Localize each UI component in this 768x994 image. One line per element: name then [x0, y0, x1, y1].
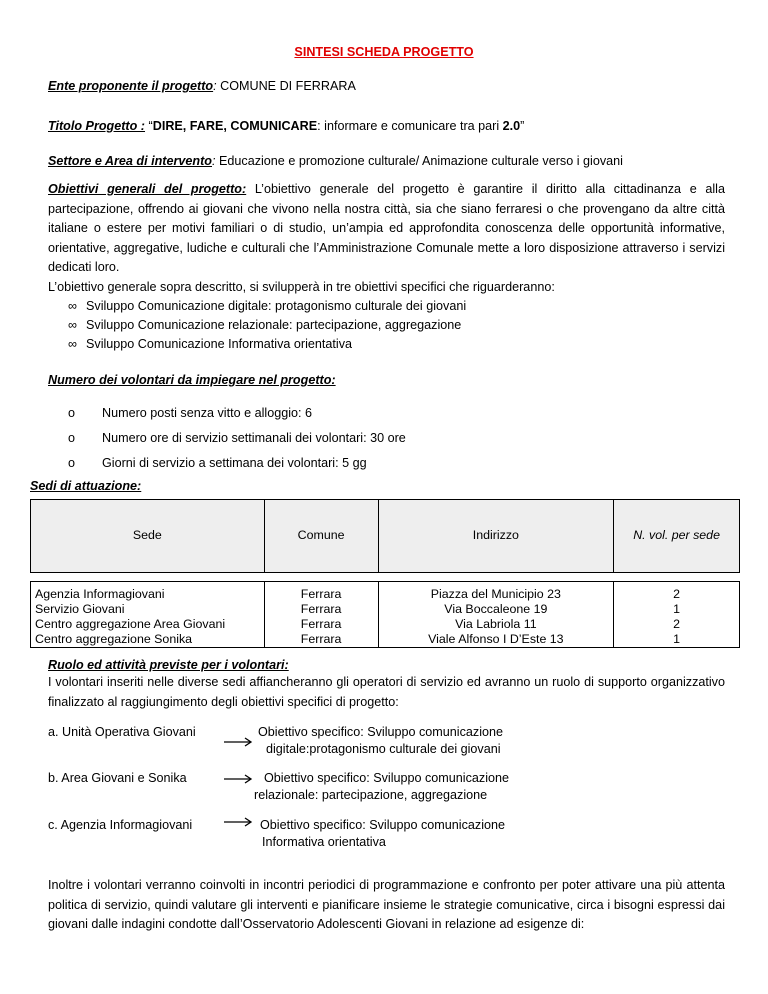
header-comune: Comune: [264, 500, 378, 573]
ente-line: Ente proponente il progetto: COMUNE DI FERRARA: [48, 79, 356, 93]
settore-label: Settore e Area di intervento: [48, 154, 212, 168]
table-row: Centro aggregazione Area Giovani Ferrara Via Labriola 11 2: [31, 617, 740, 632]
arrow-right-icon: [224, 737, 254, 747]
ruolo-item-left: c. Agenzia Informagiovani: [48, 818, 193, 832]
circle-bullet-icon: o: [68, 406, 76, 420]
obiettivo-item: ∞ Sviluppo Comunicazione relazionale: partecipazione, aggregazione: [68, 316, 461, 336]
table-header-row: [31, 500, 740, 573]
obiettivi-text: L’obiettivo generale del progetto è garantire il diritto alla cittadinanza e alla partecipazione, offrendo ai giovani che vivono nella nostra città, sia che siano ferraresi o che provengano da altre città italiane o estere per motivi familiari o di studio, un’ampia ed approfondita conoscenza delle opportunità informative, orientative, aggregative, ludiche e culturali che l’Amministrazione Comunale mette a loro disposizione attraverso i servizi dedicati loro.: [48, 182, 725, 274]
titolo-middle: : informare e comunicare tra pari: [317, 119, 503, 133]
titolo-version: 2.0: [502, 119, 521, 133]
ente-label: Ente proponente il progetto: [48, 79, 214, 93]
obiettivi-intro: L’obiettivo generale sopra descritto, si svilupperà in tre obiettivi specifici che riguarderanno:: [48, 280, 555, 294]
table-row: Servizio Giovani Ferrara Via Boccaleone 19 1: [31, 602, 740, 617]
volontari-item: o Numero posti senza vitto e alloggio: 6: [68, 404, 312, 424]
header-indirizzo: Indirizzo: [378, 500, 614, 573]
ruolo-item-right: digitale:protagonismo culturale dei giovani: [266, 742, 501, 756]
arrow-right-icon: [224, 817, 254, 827]
sedi-table: [30, 499, 740, 648]
ruolo-item-right: Obiettivo specifico: Sviluppo comunicazione: [260, 818, 506, 832]
header-nvol: N. vol. per sede: [614, 500, 740, 573]
volontari-item: o Numero ore di servizio settimanali dei volontari: 30 ore: [68, 429, 406, 449]
titolo-label: Titolo Progetto :: [48, 119, 146, 133]
circle-bullet-icon: o: [68, 431, 76, 445]
titolo-close-quote: ”: [520, 119, 525, 133]
volontari-item: o Giorni di servizio a settimana dei volontari: 5 gg: [68, 454, 367, 474]
ruolo-paragraph: I volontari inseriti nelle diverse sedi affiancheranno gli operatori di servizio ed avranno un ruolo di supporto organizzativo finalizzato al raggiungimento degli obiettivi specifici di progetto:: [48, 675, 725, 709]
ruolo-item-left: b. Area Giovani e Sonika: [48, 771, 187, 785]
ente-value: COMUNE DI FERRARA: [220, 79, 356, 93]
ruolo-item-right: Obiettivo specifico: Sviluppo comunicazione: [264, 771, 510, 785]
ruolo-label: Ruolo ed attività previste per i volontari:: [48, 658, 289, 672]
settore-value: Educazione e promozione culturale/ Animazione culturale verso i giovani: [219, 154, 623, 168]
table-row: Agenzia Informagiovani Ferrara Piazza del Municipio 23 2: [31, 582, 740, 603]
titolo-open-quote: “: [148, 119, 153, 133]
infinity-bullet-icon: ∞: [68, 318, 77, 332]
sedi-heading: [30, 477, 141, 497]
settore-line: Settore e Area di intervento: Educazione e promozione culturale/ Animazione culturale verso i giovani: [48, 154, 623, 168]
table-row: Centro aggregazione Sonika Ferrara Viale Alfonso I D’Este 13 1: [31, 632, 740, 648]
circle-bullet-icon: o: [68, 456, 76, 470]
titolo-bold: DIRE, FARE, COMUNICARE: [152, 119, 318, 133]
ruolo-item-right: relazionale: partecipazione, aggregazione: [254, 788, 488, 802]
obiettivi-label: Obiettivi generali del progetto:: [48, 182, 247, 196]
infinity-bullet-icon: ∞: [68, 337, 77, 351]
ruolo-item-right: Obiettivo specifico: Sviluppo comunicazione: [258, 725, 504, 739]
header-sede: Sede: [31, 500, 265, 573]
volontari-heading: [48, 371, 725, 391]
document-title: SINTESI SCHEDA PROGETTO: [294, 45, 474, 59]
closing-paragraph: Inoltre i volontari verranno coinvolti in incontri periodici di programmazione e confronto per poter attivare una più attenta politica di servizio, quindi valutare gli interventi e pianificare insieme le strategie comunicative, circa i bisogni espressi dai giovani dalle indagini condotte dall’Osservatorio Adolescenti Giovani in relazione ad esigenze di:: [48, 878, 725, 931]
titolo-line: [48, 117, 725, 137]
obiettivo-item: ∞ Sviluppo Comunicazione Informativa orientativa: [68, 335, 352, 355]
arrow-right-icon: [224, 774, 254, 784]
obiettivi-paragraph: [48, 180, 725, 278]
infinity-bullet-icon: ∞: [68, 299, 77, 313]
ruolo-item-right: Informativa orientativa: [262, 835, 386, 849]
volontari-label: Numero dei volontari da impiegare nel progetto:: [48, 373, 336, 387]
ruolo-item-left: a. Unità Operativa Giovani: [48, 725, 196, 739]
obiettivo-item: ∞ Sviluppo Comunicazione digitale: protagonismo culturale dei giovani: [68, 297, 466, 317]
sedi-label: Sedi di attuazione:: [30, 479, 142, 493]
